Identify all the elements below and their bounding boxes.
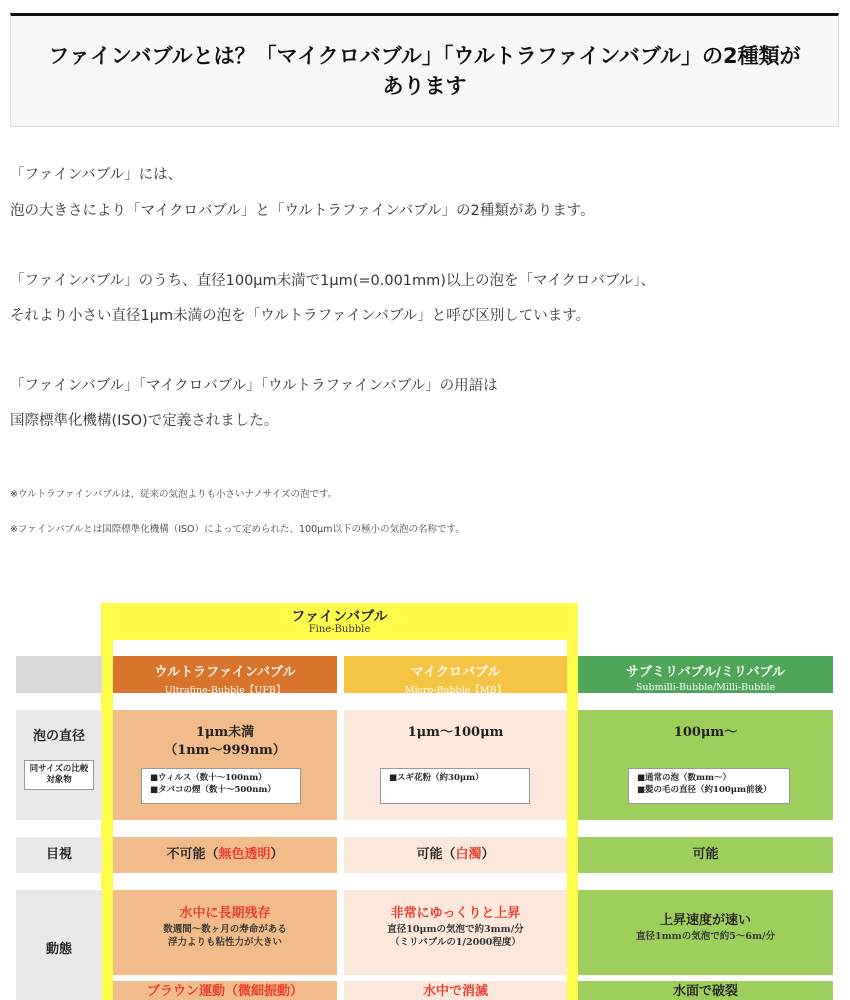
section-heading: ファインバブルとは？「マイクロバブル」「ウルトラファインバブル」の2種類があります bbox=[48, 44, 801, 98]
footnote: ※ファインバブルとは国際標準化機構（ISO）によって定められた、100μm以下の極小の気泡の名称です。 bbox=[10, 524, 465, 535]
cell-behavior2-ufb: ブラウン運動（微細振動） bbox=[113, 981, 337, 1000]
visual-ufb-text-c: ） bbox=[270, 847, 284, 862]
example-item: ■タバコの煙（数十～500nm） bbox=[150, 785, 276, 795]
behavior-submilli-title: 上昇速度が速い bbox=[659, 913, 751, 928]
paragraph-line: それより小さい直径1μm未満の泡を「ウルトラファインバブル」と呼び区別しています。 bbox=[10, 308, 591, 324]
cell-behavior-submilli bbox=[578, 890, 833, 975]
paragraph-line: 「ファインバブル」「マイクロバブル」「ウルトラファインバブル」の用語は bbox=[10, 378, 498, 394]
bubble-comparison-diagram bbox=[0, 600, 850, 1000]
example-item: ■髪の毛の直径（約100μm前後） bbox=[637, 785, 772, 795]
visual-ufb-text-a: 不可能（ bbox=[166, 847, 219, 862]
row-label-visual: 目視 bbox=[16, 837, 102, 873]
row-label-diameter bbox=[16, 710, 102, 820]
behavior-mb-line: 直径10μmの気泡で約3mm/分 bbox=[387, 924, 524, 935]
fine-bubble-subtitle: Fine-Bubble bbox=[308, 624, 371, 635]
header-blank-cell bbox=[16, 656, 102, 693]
example-item: ■ウィルス（数十～100nm） bbox=[150, 773, 267, 783]
column-header-mb-name: マイクロバブル bbox=[410, 665, 501, 680]
cell-behavior-ufb bbox=[113, 890, 337, 975]
cell-behavior2-mb: 水中で消滅 bbox=[344, 981, 567, 1000]
paragraph-line: 泡の大きさにより「マイクロバブル」と「ウルトラファインバブル」の2種類があります。 bbox=[10, 203, 595, 219]
cell-behavior-mb bbox=[344, 890, 567, 975]
diameter-mb-main: 1μm～100μm bbox=[407, 725, 504, 740]
column-header-ufb-name: ウルトラファインバブル bbox=[154, 665, 296, 680]
column-header-mb bbox=[344, 656, 567, 696]
diameter-mb-examples bbox=[380, 768, 530, 804]
diameter-submilli-main: 100μm～ bbox=[673, 725, 738, 740]
cell-visual-mb bbox=[344, 837, 567, 873]
fine-bubble-title: ファインバブル bbox=[291, 609, 388, 625]
column-header-submilli-sub: Submilli-Bubble/Milli-Bubble bbox=[635, 682, 776, 693]
behavior-submilli-line: 直径1mmの気泡で約5～6m/分 bbox=[636, 931, 775, 942]
visual-mb-text-a: 可能（ bbox=[416, 847, 456, 862]
cell-diameter-submilli bbox=[578, 710, 833, 820]
diameter-ufb-main: 1μm未満 bbox=[195, 725, 255, 740]
cell-diameter-ufb bbox=[113, 710, 337, 820]
paragraph-line: 「ファインバブル」には、 bbox=[10, 167, 183, 183]
column-header-submilli bbox=[578, 656, 833, 693]
diameter-ufb-examples bbox=[141, 768, 301, 804]
cell-visual-submilli: 可能 bbox=[578, 837, 833, 873]
cell-diameter-mb bbox=[344, 710, 567, 820]
behavior-mb-title: 非常にゆっくりと上昇 bbox=[390, 906, 521, 921]
column-header-ufb bbox=[113, 656, 337, 696]
section-heading-box bbox=[10, 13, 839, 127]
behavior-ufb-title: 水中に長期残存 bbox=[179, 906, 271, 921]
column-header-submilli-name: サブミリバブル/ミリバブル bbox=[626, 665, 785, 680]
example-item: ■通常の泡（数mm～） bbox=[637, 773, 732, 783]
diameter-submilli-examples bbox=[628, 768, 790, 804]
footnote: ※ウルトラファインバブルは、従来の気泡よりも小さいナノサイズの泡です。 bbox=[10, 489, 338, 500]
behavior-ufb-line: 浮力よりも粘性力が大きい bbox=[167, 937, 282, 948]
paragraph-line: 「ファインバブル」のうち、直径100μm未満で1μm(=0.001mm)以上の泡を「マイクロバブル」、 bbox=[10, 273, 656, 289]
row-label-diameter-text: 泡の直径 bbox=[32, 729, 85, 744]
behavior-mb-line: （ミリバブルの1/2000程度） bbox=[390, 937, 521, 948]
visual-mb-text-b: 白濁 bbox=[455, 847, 482, 862]
row-label-behavior-text: 動態 bbox=[45, 942, 72, 957]
behavior-ufb-line: 数週間～数ヶ月の寿命がある bbox=[163, 924, 287, 935]
cell-visual-ufb bbox=[113, 837, 337, 873]
paragraph-line: 国際標準化機構(ISO)で定義されました。 bbox=[10, 413, 279, 429]
row-label-behavior bbox=[16, 890, 102, 1000]
column-header-ufb-sub: Ultrafine-Bubble【UFB】 bbox=[164, 685, 286, 696]
column-header-mb-sub: Micro-Bubble【MB】 bbox=[404, 685, 507, 696]
visual-ufb-text-b: 無色透明 bbox=[218, 847, 271, 862]
diameter-ufb-range: （1nm～999nm） bbox=[164, 743, 286, 758]
example-item: ■スギ花粉（約30μm） bbox=[389, 773, 484, 783]
cell-behavior2-submilli: 水面で破裂 bbox=[578, 981, 833, 1000]
compare-label-box: 同サイズの比較対象物 bbox=[24, 760, 94, 790]
visual-mb-text-c: ） bbox=[481, 847, 495, 862]
